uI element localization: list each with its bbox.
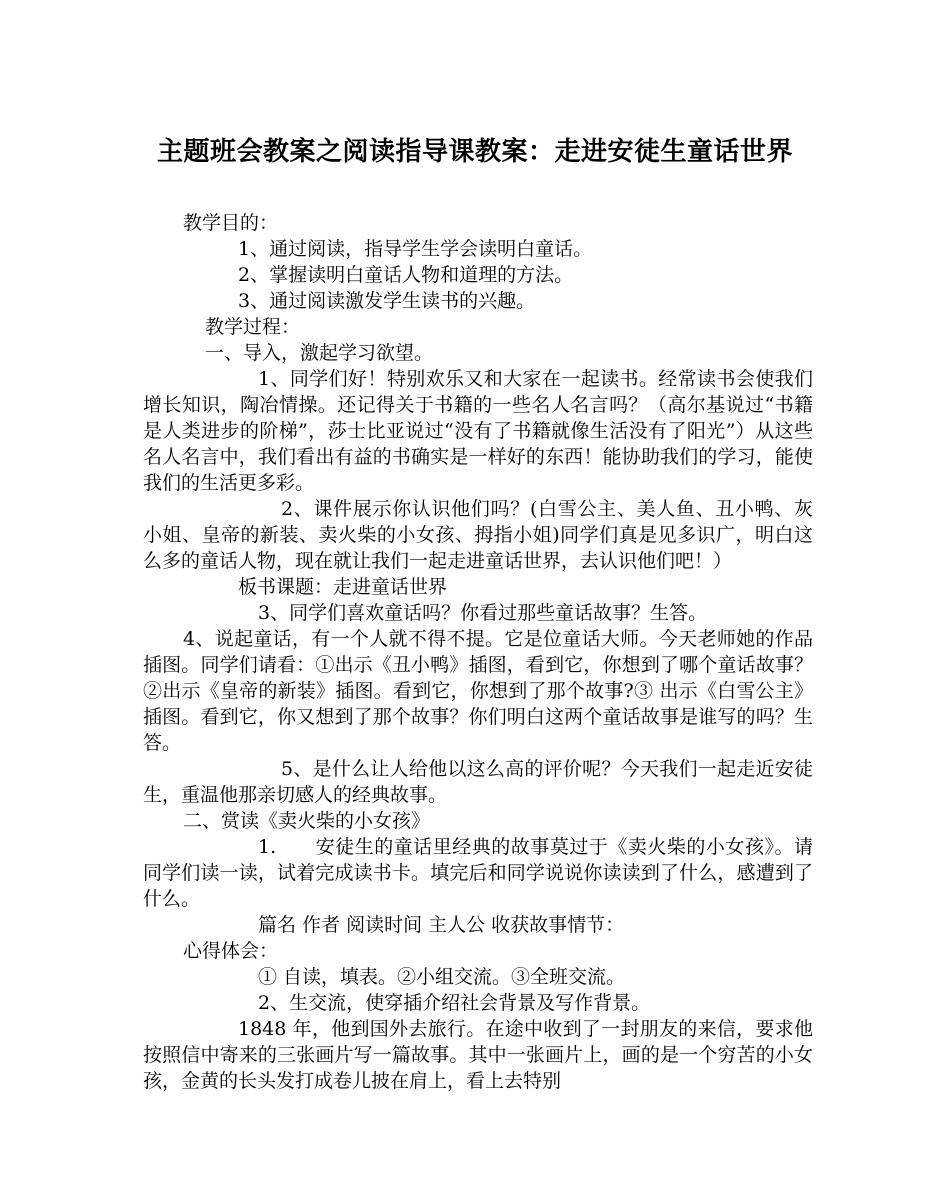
paragraph: 二、赏读《卖火柴的小女孩》 [183,810,431,832]
paragraph: 1、通过阅读，指导学生学会读明白童话。 [238,238,593,260]
paragraph: 3、同学们喜欢童话吗？你看过那些童话故事？生答。 [258,602,708,624]
paragraph: 教学过程： [205,316,301,338]
paragraph: 2、课件展示你认识他们吗？(白雪公主、美人鱼、丑小鸭、灰小姐、皇帝的新装、卖火柴的小女孩、拇指小姐)同学们真是见多识广，明白这么多的童话人物，现在就让我们一起走进童话世界，去认识他们吧！） [143,498,813,572]
paragraph: 2、生交流，使穿插介绍社会背景及写作背景。 [258,992,651,1014]
paragraph: 板书课题：走进童话世界 [238,576,448,598]
paragraph: 4、说起童话，有一个人就不得不提。它是位童话大师。今天老师她的作品插图。同学们请看：①出示《丑小鸭》插图，看到它，你想到了哪个童话故事？②出示《皇帝的新装》插图。看到它，你想到了那个故事?③ 出示《白雪公主》插图。看到它，你又想到了那个故事？你们明白这两个童话故事是谁写的吗？生答。 [143,628,813,754]
paragraph: 一、导入，激起学习欲望。 [205,342,434,364]
document-body [143,210,813,1094]
paragraph: 心得体会： [183,940,279,962]
paragraph: 5、是什么让人给他以这么高的评价呢？今天我们一起走近安徒生，重温他那亲切感人的经典故事。 [143,758,813,806]
paragraph: 1、同学们好！特别欢乐又和大家在一起读书。经常读书会使我们增长知识，陶冶情操。还记得关于书籍的一些名人名言吗？（高尔基说过“书籍是人类进步的阶梯”，莎士比亚说过“没有了书籍就像生活没有了阳光”）从这些名人名言中，我们看出有益的书确实是一样好的东西！能协助我们的学习，能使我们的生活更多彩。 [143,368,813,494]
paragraph: 1848 年，他到国外去旅行。在途中收到了一封朋友的来信，要求他按照信中寄来的三张画片写一篇故事。其中一张画片上，画的是一个穷苦的小女孩，金黄的长头发打成卷儿披在肩上，看上去特别 [143,1018,813,1092]
paragraph: 篇名 作者 阅读时间 主人公 收获故事情节： [258,914,625,936]
paragraph: 3、通过阅读激发学生读书的兴趣。 [238,290,536,312]
paragraph: 教学目的： [183,212,279,234]
paragraph: 1. 安徒生的童话里经典的故事莫过于《卖火柴的小女孩》。请同学们读一读，试着完成读书卡。填完后和同学说说你读读到了什么，感遭到了什么。 [143,836,813,910]
paragraph: ① 自读，填表。②小组交流。③全班交流。 [258,966,626,988]
paragraph: 2、掌握读明白童话人物和道理的方法。 [238,264,574,286]
page-title: 主题班会教案之阅读指导课教案：走进安徒生童话世界 [156,137,793,167]
